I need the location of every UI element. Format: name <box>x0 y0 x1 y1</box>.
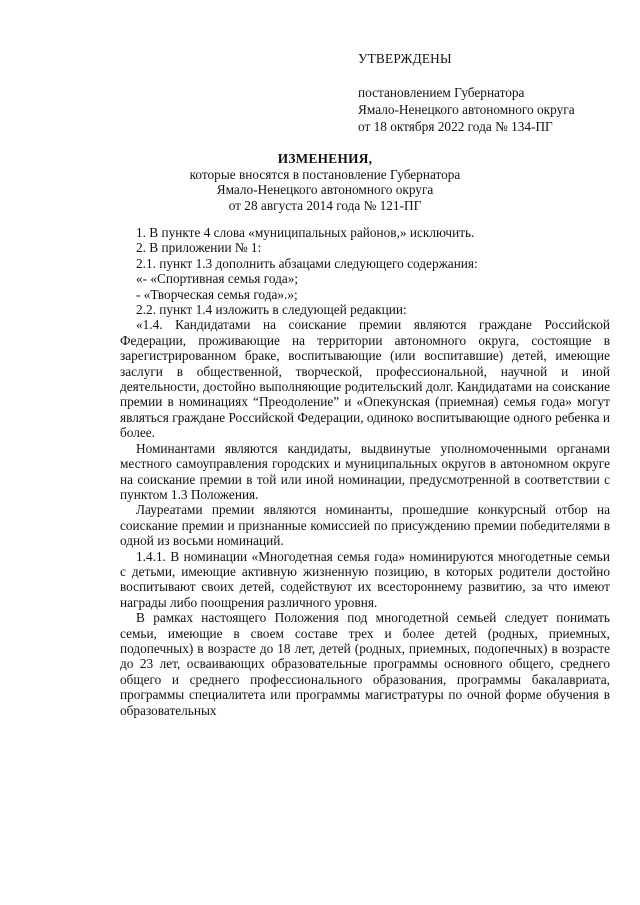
document-title-block <box>120 151 530 213</box>
list-item: «- «Спортивная семья года»; <box>136 271 299 287</box>
list-item: 2.2. пункт 1.4 изложить в следующей редакции: <box>136 302 407 318</box>
approval-block <box>358 50 575 135</box>
approval-line: постановлением Губернатора <box>358 85 525 100</box>
approval-heading: УТВЕРЖДЕНЫ <box>358 51 452 66</box>
title-line: Ямало-Ненецкого автономного округа <box>216 182 434 197</box>
paragraph: В рамках настоящего Положения под многодетной семьей следует понимать семьи, имеющие в своем составе трех и более детей (родных, приемных, подопечных) в возрасте до 18 лет, детей (родных, приемных, подопечных) в возрасте до 23 лет, осваивающих образовательные программы основного общего, среднего общего и среднего профессионального образования, программы бакалавриата, программы специалитета или программы магистратуры по очной форме обучения в образовательных <box>120 610 610 718</box>
list-item: 1. В пункте 4 слова «муниципальных районов,» исключить. <box>136 225 475 240</box>
approval-line: от 18 октября 2022 года № 134-ПГ <box>358 119 553 134</box>
list-item: 2. В приложении № 1: <box>136 240 262 256</box>
list-item: - «Творческая семья года».»; <box>136 286 298 302</box>
title-line: которые вносятся в постановление Губернатора <box>189 166 461 182</box>
list-item: 2.1. пункт 1.3 дополнить абзацами следующего содержания: <box>136 255 478 271</box>
paragraph: 1.4.1. В номинации «Многодетная семья года» номинируются многодетные семьи с детьми, имеющие активную жизненную позицию, в которых родители достойно воспитывают своих детей, содействуют их всестороннему развитию, за что имеют награды либо поощрения различного уровня. <box>120 548 610 610</box>
paragraph: Лауреатами премии являются номинанты, прошедшие конкурсный отбор на соискание премии и признанные комиссией по присуждению премии победителями в одной из восьми номинаций. <box>120 502 610 549</box>
paragraph: Номинантами являются кандидаты, выдвинутые уполномоченными органами местного самоуправления городских и муниципальных округов в автономном округе на соискание премии в той или иной номинации, предусмотренной в соответствии с пунктом 1.3 Положения. <box>120 440 610 502</box>
document-title: ИЗМЕНЕНИЯ, <box>277 151 373 166</box>
paragraph: «1.4. Кандидатами на соискание премии являются граждане Российской Федерации, проживающие на территории автономного округа, состоящие в зарегистрированном браке, воспитывающие (или воспитавшие) детей, имеющие заслуги в общественной, творческой, профессиональной, научной и иной деятельности, достойно выполняющие родительский долг. Кандидатами на соискание премии в номинациях “Преодоление” и «Опекунская (приемная) семья года» могут являться граждане Российской Федерации, одиноко воспитывающие одного ребенка и более. <box>120 317 610 441</box>
approval-line: Ямало-Ненецкого автономного округа <box>358 102 575 117</box>
document-body <box>120 225 610 718</box>
title-line: от 28 августа 2014 года № 121-ПГ <box>228 197 422 213</box>
